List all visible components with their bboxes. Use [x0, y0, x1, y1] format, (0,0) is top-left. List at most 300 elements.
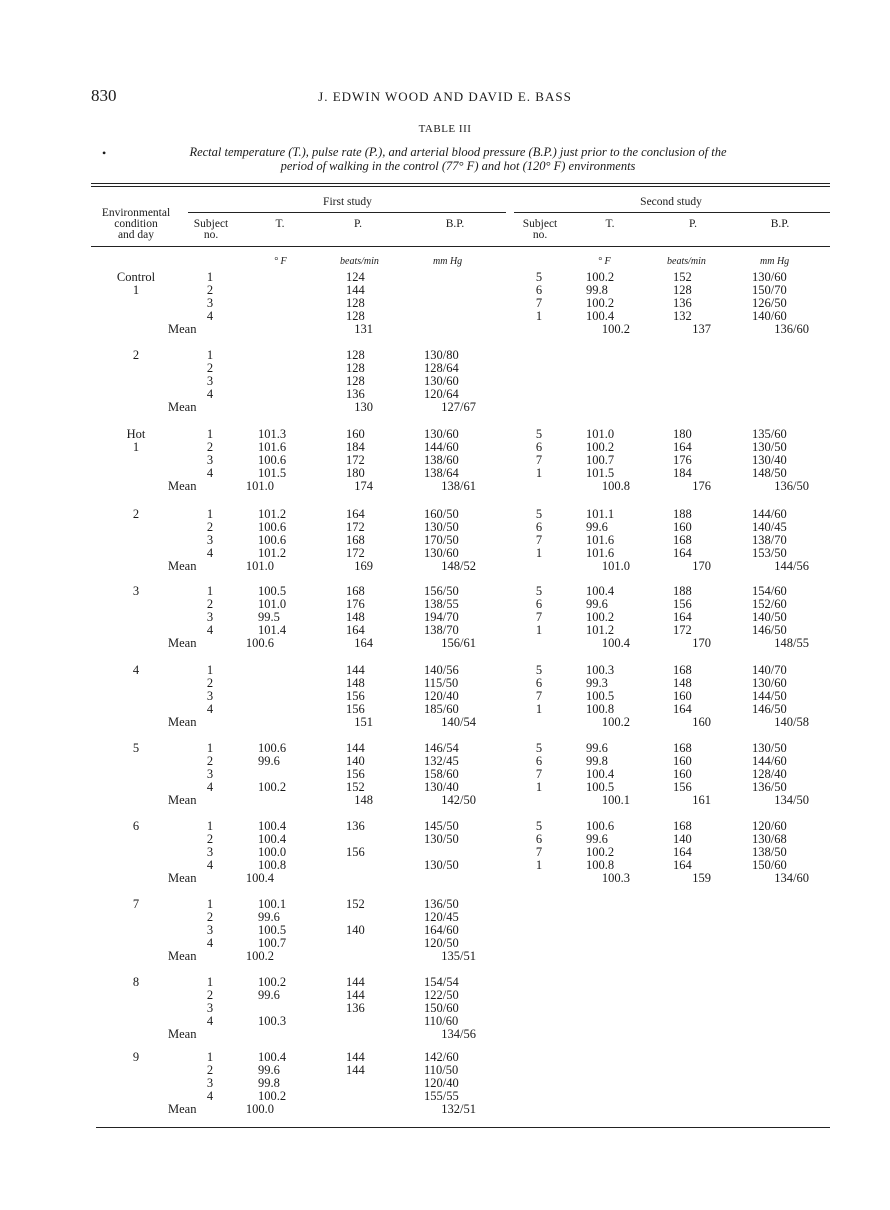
unit-t-second: ° F — [598, 256, 611, 267]
mean-value: 140/58 — [774, 715, 809, 729]
mean-value: 161 — [692, 793, 711, 807]
temp-value: 100.3 — [258, 1014, 287, 1028]
temp-value: 100.2 — [258, 1089, 287, 1103]
temp-value: 100.4 — [258, 1050, 287, 1064]
pulse-value: 136 — [346, 819, 365, 833]
condition-label: Control — [116, 270, 156, 284]
subject-no: 1 — [535, 623, 543, 637]
pulse-value: 156 — [673, 780, 692, 794]
temp-value: 101.6 — [586, 533, 615, 547]
pulse-value: 144 — [346, 975, 365, 989]
pulse-value: 128 — [346, 309, 365, 323]
day-label: 1 — [132, 283, 140, 297]
subject-no: 1 — [535, 309, 543, 323]
header-subject-first: Subject no. — [193, 218, 229, 241]
temp-value: 100.6 — [258, 453, 287, 467]
subject-no: 2 — [206, 520, 214, 534]
temp-value: 100.8 — [586, 858, 615, 872]
subject-no: 5 — [535, 270, 543, 284]
mean-value: 148/52 — [441, 559, 476, 573]
subject-no: 1 — [206, 663, 214, 677]
mean-label: Mean — [168, 715, 197, 729]
subject-no: 4 — [206, 546, 214, 560]
pulse-value: 188 — [673, 584, 692, 598]
bp-value: 150/70 — [752, 283, 787, 297]
pulse-value: 128 — [346, 348, 365, 362]
temp-value: 99.6 — [258, 988, 280, 1002]
caption-mark: • — [102, 146, 107, 160]
pulse-value: 128 — [673, 283, 692, 297]
pulse-value: 168 — [673, 533, 692, 547]
first-study-rule — [188, 212, 506, 213]
mean-value: 156/61 — [441, 636, 476, 650]
pulse-value: 144 — [346, 283, 365, 297]
temp-value: 101.0 — [586, 427, 615, 441]
subject-no: 6 — [535, 520, 543, 534]
bp-value: 130/60 — [424, 546, 459, 560]
temp-value: 101.0 — [258, 597, 287, 611]
pulse-value: 128 — [346, 361, 365, 375]
mean-value: 148 — [354, 793, 373, 807]
subject-no: 6 — [535, 754, 543, 768]
header-t-first: T. — [275, 218, 285, 230]
pulse-value: 148 — [673, 676, 692, 690]
temp-value: 100.2 — [586, 270, 615, 284]
mean-value: 130 — [354, 400, 373, 414]
bp-value: 130/60 — [424, 374, 459, 388]
mean-value: 169 — [354, 559, 373, 573]
header-condition: Environmental condition and day — [101, 207, 171, 241]
pulse-value: 164 — [673, 610, 692, 624]
mean-value: 136/50 — [774, 479, 809, 493]
temp-value: 101.5 — [586, 466, 615, 480]
day-label: 7 — [132, 897, 140, 911]
pulse-value: 168 — [346, 533, 365, 547]
bp-value: 154/54 — [424, 975, 459, 989]
bp-value: 130/60 — [424, 427, 459, 441]
pulse-value: 140 — [673, 832, 692, 846]
unit-bp-second: mm Hg — [760, 256, 790, 267]
bp-value: 132/45 — [424, 754, 459, 768]
mean-value: 101.0 — [245, 559, 274, 573]
pulse-value: 160 — [673, 689, 692, 703]
temp-value: 99.6 — [586, 597, 608, 611]
pulse-value: 164 — [673, 440, 692, 454]
bp-value: 144/60 — [424, 440, 459, 454]
bp-value: 130/50 — [752, 741, 787, 755]
bp-value: 110/50 — [424, 1063, 459, 1077]
subject-no: 1 — [206, 897, 214, 911]
day-label: 2 — [132, 348, 140, 362]
temp-value: 100.2 — [258, 780, 287, 794]
bp-value: 130/50 — [424, 520, 459, 534]
mean-value: 100.1 — [601, 793, 630, 807]
temp-value: 100.6 — [258, 520, 287, 534]
subject-no: 1 — [206, 427, 214, 441]
subject-no: 1 — [206, 507, 214, 521]
bp-value: 146/50 — [752, 702, 787, 716]
mean-value: 137 — [692, 322, 711, 336]
subject-no: 6 — [535, 597, 543, 611]
bp-value: 120/40 — [424, 689, 459, 703]
temp-value: 99.3 — [586, 676, 608, 690]
header-p-first: P. — [354, 218, 362, 230]
subject-no: 2 — [206, 440, 214, 454]
temp-value: 101.5 — [258, 466, 287, 480]
temp-value: 100.6 — [258, 533, 287, 547]
mean-value: 100.0 — [245, 1102, 274, 1116]
table-bottom-rule — [96, 1127, 830, 1128]
subject-no: 4 — [206, 309, 214, 323]
pulse-value: 148 — [346, 610, 365, 624]
bp-value: 120/40 — [424, 1076, 459, 1090]
bp-value: 130/68 — [752, 832, 787, 846]
temp-value: 100.8 — [258, 858, 287, 872]
table-top-rule-2 — [91, 186, 830, 187]
mean-label: Mean — [168, 479, 197, 493]
bp-value: 144/60 — [752, 507, 787, 521]
temp-value: 101.6 — [258, 440, 287, 454]
pulse-value: 164 — [673, 546, 692, 560]
bp-value: 130/60 — [752, 270, 787, 284]
mean-value: 100.8 — [601, 479, 630, 493]
bp-value: 194/70 — [424, 610, 459, 624]
temp-value: 100.2 — [586, 610, 615, 624]
mean-label: Mean — [168, 400, 197, 414]
subject-no: 1 — [535, 466, 543, 480]
subject-no: 2 — [206, 283, 214, 297]
subject-no: 4 — [206, 936, 214, 950]
subject-no: 1 — [206, 584, 214, 598]
pulse-value: 172 — [673, 623, 692, 637]
subject-no: 7 — [535, 296, 543, 310]
temp-value: 100.4 — [586, 584, 615, 598]
pulse-value: 164 — [346, 623, 365, 637]
pulse-value: 144 — [346, 988, 365, 1002]
mean-label: Mean — [168, 1027, 197, 1041]
mean-value: 174 — [354, 479, 373, 493]
pulse-value: 184 — [673, 466, 692, 480]
subject-no: 5 — [535, 663, 543, 677]
temp-value: 99.8 — [586, 283, 608, 297]
pulse-value: 152 — [673, 270, 692, 284]
temp-value: 100.2 — [586, 845, 615, 859]
temp-value: 100.8 — [586, 702, 615, 716]
mean-value: 134/50 — [774, 793, 809, 807]
subject-no: 1 — [206, 348, 214, 362]
subject-no: 4 — [206, 702, 214, 716]
temp-value: 99.6 — [586, 520, 608, 534]
subject-no: 2 — [206, 832, 214, 846]
subject-no: 1 — [206, 819, 214, 833]
pulse-value: 152 — [346, 897, 365, 911]
temp-value: 100.4 — [586, 767, 615, 781]
bp-value: 120/45 — [424, 910, 459, 924]
header-bottom-rule — [91, 246, 830, 247]
subject-no: 4 — [206, 387, 214, 401]
temp-value: 101.1 — [586, 507, 615, 521]
header-t-second: T. — [605, 218, 615, 230]
subject-no: 2 — [206, 1063, 214, 1077]
mean-label: Mean — [168, 636, 197, 650]
bp-value: 138/70 — [752, 533, 787, 547]
mean-label: Mean — [168, 793, 197, 807]
mean-value: 135/51 — [441, 949, 476, 963]
subject-no: 5 — [535, 584, 543, 598]
temp-value: 100.0 — [258, 845, 287, 859]
subject-no: 7 — [535, 845, 543, 859]
bp-value: 130/50 — [752, 440, 787, 454]
pulse-value: 172 — [346, 546, 365, 560]
pulse-value: 172 — [346, 520, 365, 534]
subject-no: 3 — [206, 610, 214, 624]
mean-value: 127/67 — [441, 400, 476, 414]
subject-no: 7 — [535, 533, 543, 547]
pulse-value: 144 — [346, 741, 365, 755]
table-caption — [118, 145, 798, 173]
bp-value: 148/50 — [752, 466, 787, 480]
temp-value: 100.7 — [586, 453, 615, 467]
pulse-value: 180 — [673, 427, 692, 441]
temp-value: 100.5 — [586, 780, 615, 794]
mean-value: 136/60 — [774, 322, 809, 336]
subject-no: 2 — [206, 910, 214, 924]
pulse-value: 160 — [673, 767, 692, 781]
subject-no: 2 — [206, 988, 214, 1002]
bp-value: 144/60 — [752, 754, 787, 768]
subject-no: 1 — [206, 741, 214, 755]
temp-value: 101.4 — [258, 623, 287, 637]
subject-no: 3 — [206, 767, 214, 781]
subject-no: 2 — [206, 676, 214, 690]
pulse-value: 136 — [346, 1001, 365, 1015]
unit-p-second: beats/min — [667, 256, 706, 267]
pulse-value: 136 — [673, 296, 692, 310]
pulse-value: 188 — [673, 507, 692, 521]
bp-value: 126/50 — [752, 296, 787, 310]
mean-value: 144/56 — [774, 559, 809, 573]
mean-value: 100.6 — [245, 636, 274, 650]
unit-bp-first: mm Hg — [433, 256, 463, 267]
mean-value: 100.2 — [601, 322, 630, 336]
subject-no: 3 — [206, 533, 214, 547]
pulse-value: 160 — [346, 427, 365, 441]
subject-no: 1 — [535, 702, 543, 716]
subject-no: 1 — [535, 780, 543, 794]
bp-value: 152/60 — [752, 597, 787, 611]
temp-value: 99.6 — [258, 1063, 280, 1077]
table-top-rule — [91, 183, 830, 184]
bp-value: 115/50 — [424, 676, 459, 690]
bp-value: 122/50 — [424, 988, 459, 1002]
bp-value: 140/70 — [752, 663, 787, 677]
subject-no: 4 — [206, 1014, 214, 1028]
subject-no: 6 — [535, 440, 543, 454]
temp-value: 101.6 — [586, 546, 615, 560]
subject-no: 5 — [535, 507, 543, 521]
mean-value: 170 — [692, 559, 711, 573]
bp-value: 155/55 — [424, 1089, 459, 1103]
pulse-value: 156 — [346, 845, 365, 859]
bp-value: 138/64 — [424, 466, 459, 480]
mean-label: Mean — [168, 949, 197, 963]
subject-no: 7 — [535, 689, 543, 703]
subject-no: 5 — [535, 427, 543, 441]
mean-value: 170 — [692, 636, 711, 650]
day-label: 4 — [132, 663, 140, 677]
bp-value: 150/60 — [424, 1001, 459, 1015]
bp-value: 164/60 — [424, 923, 459, 937]
temp-value: 99.8 — [258, 1076, 280, 1090]
pulse-value: 172 — [346, 453, 365, 467]
pulse-value: 156 — [346, 689, 365, 703]
subject-no: 3 — [206, 374, 214, 388]
subject-no: 1 — [535, 858, 543, 872]
pulse-value: 152 — [346, 780, 365, 794]
subject-no: 3 — [206, 453, 214, 467]
subject-no: 5 — [535, 819, 543, 833]
condition-label: Hot — [126, 427, 146, 441]
bp-value: 130/60 — [752, 676, 787, 690]
subject-no: 2 — [206, 361, 214, 375]
bp-value: 138/60 — [424, 453, 459, 467]
bp-value: 130/50 — [424, 858, 459, 872]
mean-value: 131 — [354, 322, 373, 336]
temp-value: 99.8 — [586, 754, 608, 768]
pulse-value: 128 — [346, 374, 365, 388]
pulse-value: 180 — [346, 466, 365, 480]
bp-value: 130/40 — [752, 453, 787, 467]
mean-value: 138/61 — [441, 479, 476, 493]
temp-value: 99.5 — [258, 610, 280, 624]
mean-value: 140/54 — [441, 715, 476, 729]
subject-no: 2 — [206, 597, 214, 611]
temp-value: 100.3 — [586, 663, 615, 677]
pulse-value: 140 — [346, 754, 365, 768]
mean-value: 100.3 — [601, 871, 630, 885]
bp-value: 170/50 — [424, 533, 459, 547]
pulse-value: 176 — [673, 453, 692, 467]
day-label: 3 — [132, 584, 140, 598]
unit-t-first: ° F — [274, 256, 287, 267]
temp-value: 100.4 — [258, 832, 287, 846]
pulse-value: 132 — [673, 309, 692, 323]
pulse-value: 168 — [346, 584, 365, 598]
bp-value: 153/50 — [752, 546, 787, 560]
pulse-value: 156 — [346, 702, 365, 716]
caption-line-1: Rectal temperature (T.), pulse rate (P.), and arterial blood pressure (B.P.) just prior to the conclusion of the — [189, 145, 727, 159]
mean-label: Mean — [168, 559, 197, 573]
pulse-value: 156 — [673, 597, 692, 611]
running-head: J. EDWIN WOOD AND DAVID E. BASS — [318, 89, 572, 104]
subject-no: 4 — [206, 858, 214, 872]
subject-no: 3 — [206, 1001, 214, 1015]
pulse-value: 156 — [346, 767, 365, 781]
bp-value: 128/64 — [424, 361, 459, 375]
pulse-value: 168 — [673, 663, 692, 677]
temp-value: 101.2 — [586, 623, 615, 637]
day-label: 1 — [132, 440, 140, 454]
temp-value: 101.3 — [258, 427, 287, 441]
pulse-value: 140 — [346, 923, 365, 937]
mean-value: 100.2 — [245, 949, 274, 963]
temp-value: 99.6 — [258, 754, 280, 768]
mean-value: 100.4 — [601, 636, 630, 650]
header-p-second: P. — [689, 218, 697, 230]
pulse-value: 164 — [673, 858, 692, 872]
subject-no: 4 — [206, 623, 214, 637]
pulse-value: 128 — [346, 296, 365, 310]
pulse-value: 168 — [673, 819, 692, 833]
table-label: TABLE III — [418, 123, 472, 135]
mean-label: Mean — [168, 322, 197, 336]
bp-value: 154/60 — [752, 584, 787, 598]
mean-value: 160 — [692, 715, 711, 729]
pulse-value: 144 — [346, 1050, 365, 1064]
bp-value: 146/54 — [424, 741, 459, 755]
bp-value: 138/70 — [424, 623, 459, 637]
mean-value: 100.4 — [245, 871, 274, 885]
mean-value: 151 — [354, 715, 373, 729]
subject-no: 5 — [535, 741, 543, 755]
pulse-value: 164 — [673, 845, 692, 859]
mean-label: Mean — [168, 871, 197, 885]
subject-no: 3 — [206, 845, 214, 859]
bp-value: 138/50 — [752, 845, 787, 859]
subject-no: 7 — [535, 610, 543, 624]
subject-no: 6 — [535, 832, 543, 846]
day-label: 2 — [132, 507, 140, 521]
bp-value: 160/50 — [424, 507, 459, 521]
pulse-value: 144 — [346, 663, 365, 677]
bp-value: 140/60 — [752, 309, 787, 323]
subject-no: 1 — [206, 270, 214, 284]
temp-value: 100.2 — [258, 975, 287, 989]
mean-value: 100.2 — [601, 715, 630, 729]
caption-line-2: period of walking in the control (77° F) and hot (120° F) environments — [280, 159, 636, 173]
second-study-rule — [514, 212, 830, 213]
mean-value: 101.0 — [601, 559, 630, 573]
bp-value: 120/60 — [752, 819, 787, 833]
temp-value: 99.6 — [258, 910, 280, 924]
subject-no: 7 — [535, 453, 543, 467]
bp-value: 130/50 — [424, 832, 459, 846]
bp-value: 144/50 — [752, 689, 787, 703]
mean-value: 142/50 — [441, 793, 476, 807]
subject-no: 3 — [206, 923, 214, 937]
pulse-value: 160 — [673, 754, 692, 768]
day-label: 9 — [132, 1050, 140, 1064]
bp-value: 156/50 — [424, 584, 459, 598]
bp-value: 120/64 — [424, 387, 459, 401]
day-label: 6 — [132, 819, 140, 833]
temp-value: 100.6 — [586, 819, 615, 833]
pulse-value: 136 — [346, 387, 365, 401]
header-bp-first: B.P. — [445, 218, 465, 230]
mean-value: 101.0 — [245, 479, 274, 493]
bp-value: 140/56 — [424, 663, 459, 677]
mean-value: 164 — [354, 636, 373, 650]
temp-value: 100.2 — [586, 440, 615, 454]
pulse-value: 164 — [673, 702, 692, 716]
subject-no: 3 — [206, 296, 214, 310]
bp-value: 130/40 — [424, 780, 459, 794]
bp-value: 150/60 — [752, 858, 787, 872]
subject-no: 2 — [206, 754, 214, 768]
header-first-study: First study — [323, 196, 372, 208]
temp-value: 100.7 — [258, 936, 287, 950]
bp-value: 130/80 — [424, 348, 459, 362]
